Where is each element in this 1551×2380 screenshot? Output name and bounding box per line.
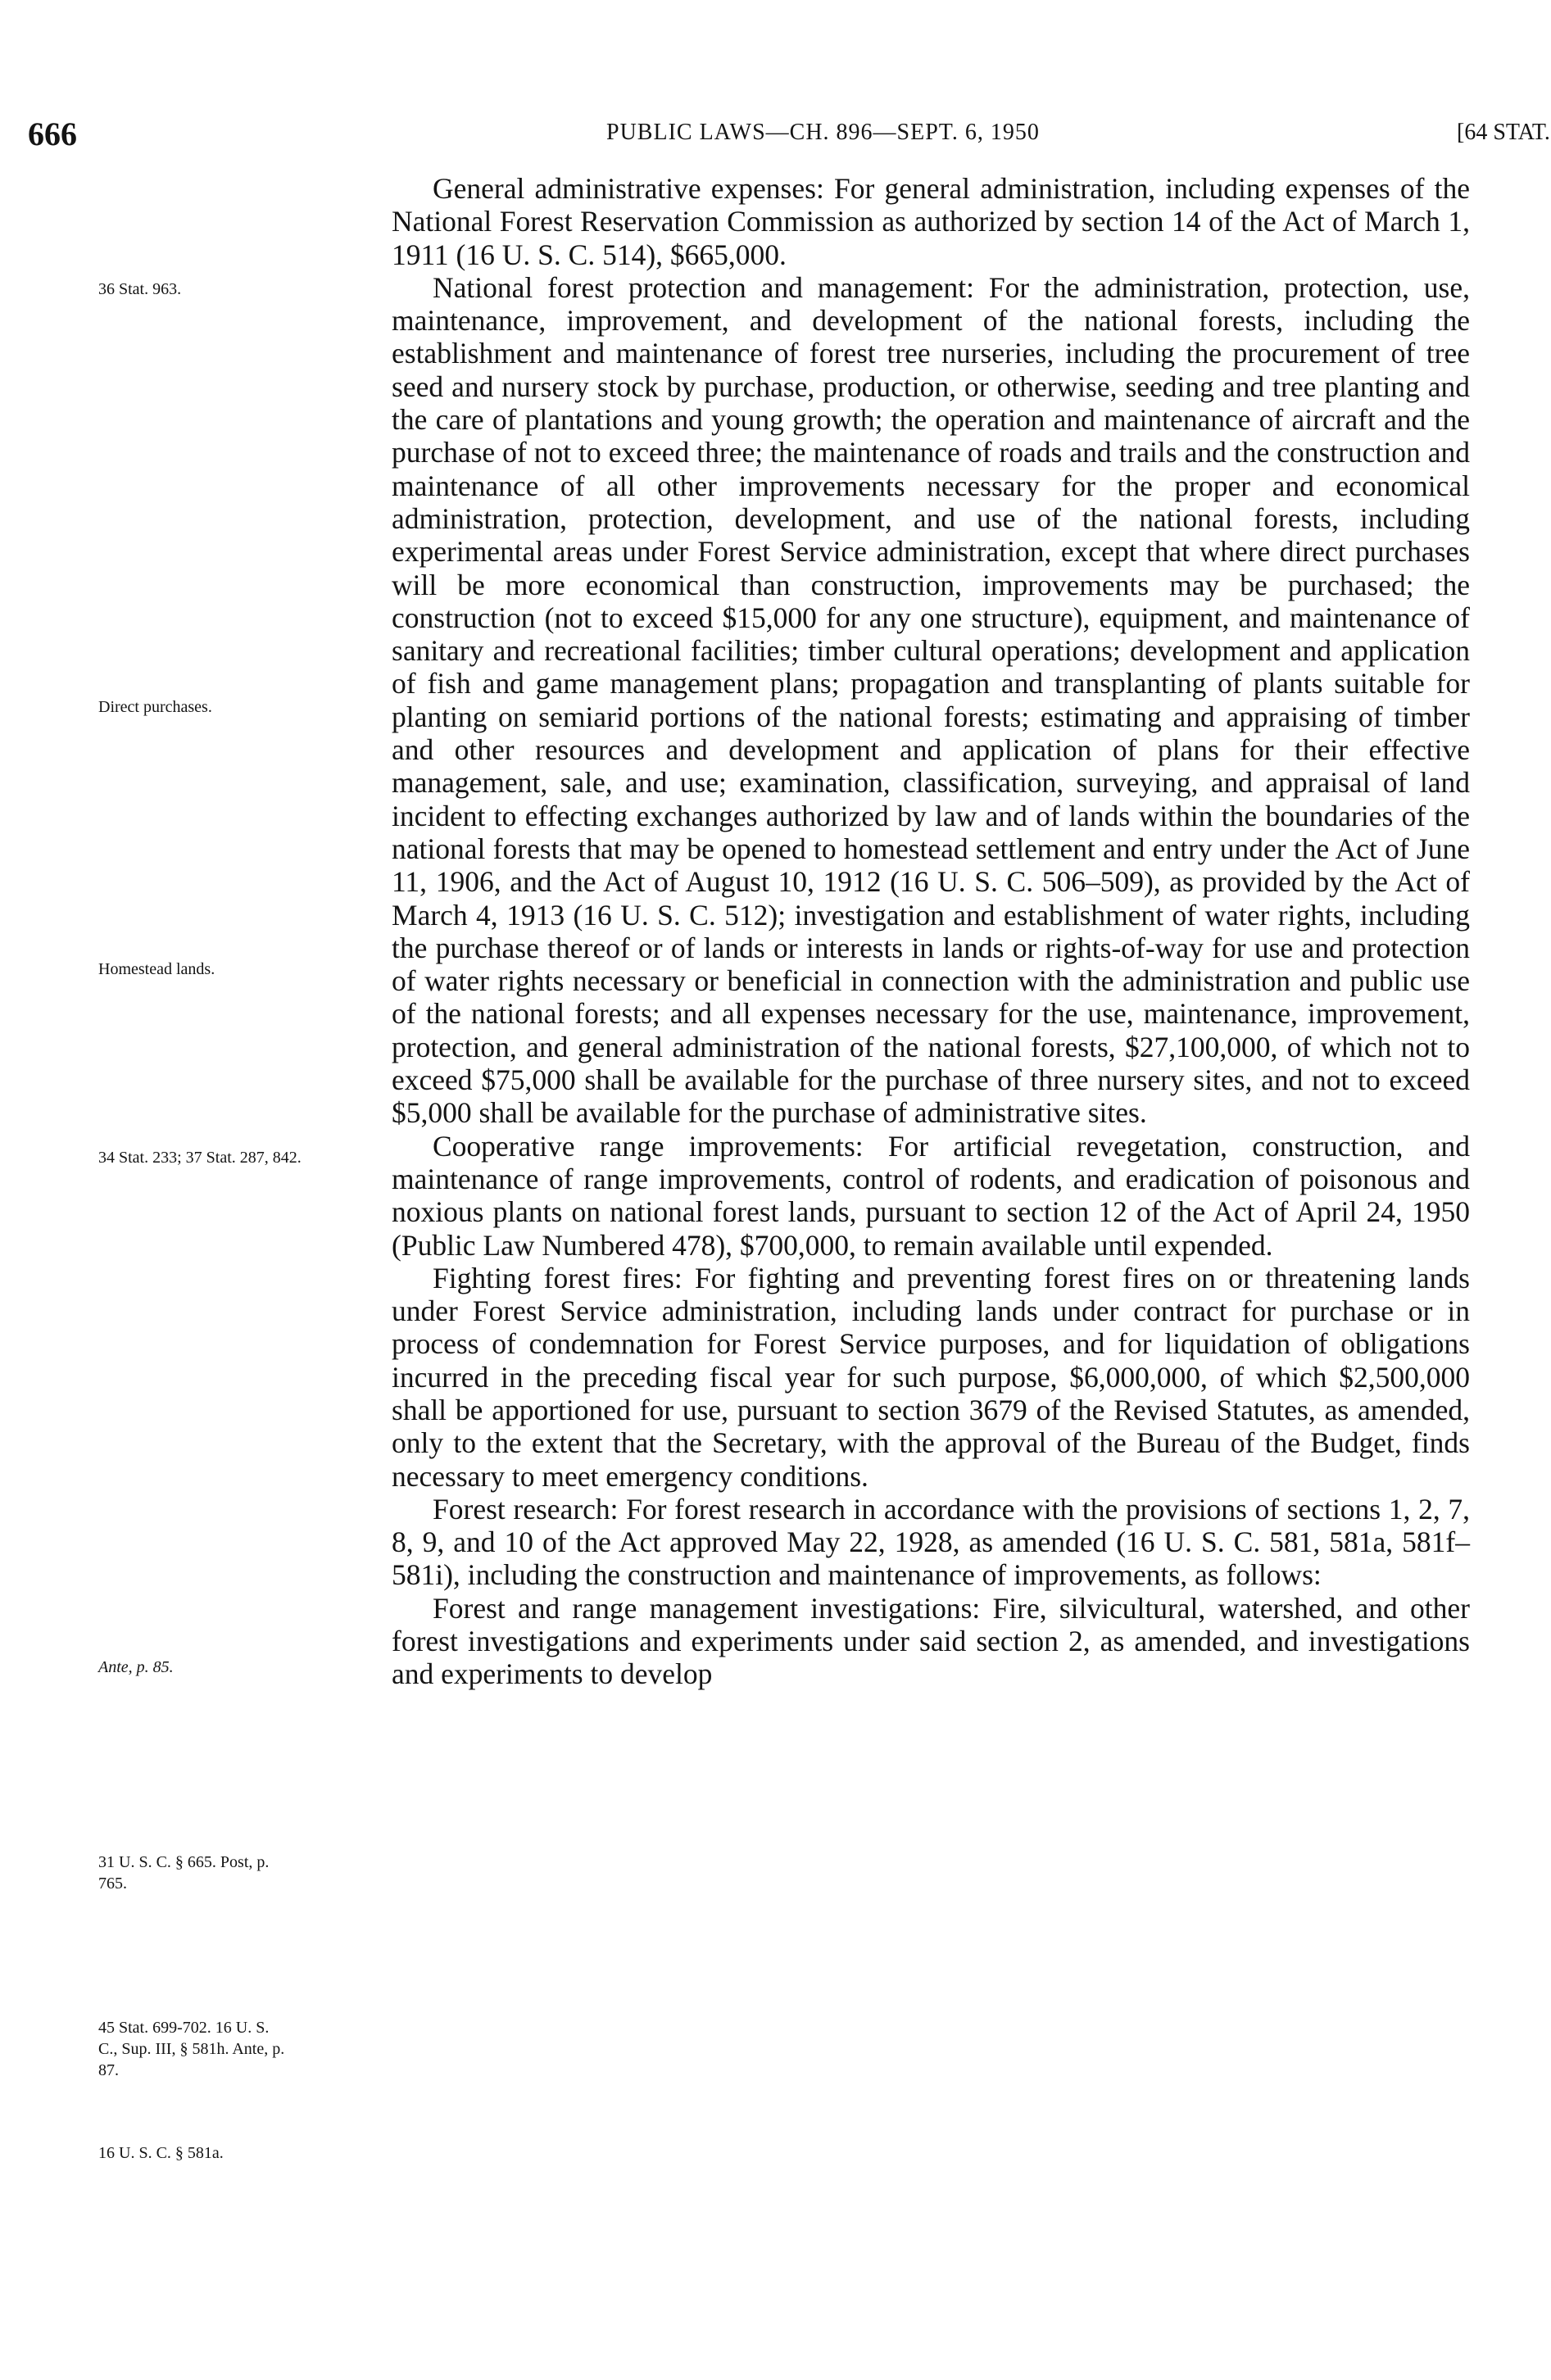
main-text: [392, 172, 1470, 1691]
paragraph-cooperative-range-improvements: Cooperative range improvements: For artificial revegetation, construction, and maintenance of range improvements, control of rodents, and eradication of poisonous and noxious plants on national forest lands, pursuant to section 12 of the Act of April 24, 1950 (Public Law Numbered 478), $700,000, to remain available until expended.: [392, 1129, 1470, 1262]
page-number: 666: [28, 116, 77, 152]
margin-note: Ante, p. 85.: [98, 1658, 174, 1676]
margin-note: Direct purchases.: [98, 698, 212, 716]
margin-note: 16 U. S. C. § 581a.: [98, 2144, 224, 2162]
paragraph-fighting-forest-fires: Fighting forest fires: For fighting and preventing forest fires on or threatening lands under Forest Service administration, including lands under contract for purchase or in process of condemnation for Forest Service purposes, and for liquidation of obligations incurred in the preceding fiscal year for such purpose, $6,000,000, of which $2,500,000 shall be apportioned for use, pursuant to section 3679 of the Revised Statutes, as amended, only to the extent that the Secretary, with the approval of the Bureau of the Budget, finds necessary to meet emergency conditions.: [392, 1261, 1470, 1493]
paragraph-general-administrative-expenses: General administrative expenses: For general administration, including expenses of the National Forest Reservation Commission as authorized by section 14 of the Act of March 1, 1911 (16 U. S. C. 514), $665,000.: [392, 172, 1470, 271]
margin-note: 34 Stat. 233; 37 Stat. 287, 842.: [98, 1149, 302, 1167]
paragraph-forest-research: Forest research: For forest research in accordance with the provisions of sections 1, 2, 7, 8, 9, and 10 of the Act approved May 22, 1928, as amended (16 U. S. C. 581, 581a, 581f–581i), including the construction and maintenance of improvements, as follows:: [392, 1492, 1470, 1592]
paragraph-forest-range-management: Forest and range management investigations: Fire, silvicultural, watershed, and other forest investigations and experiments under said section 2, as amended, and investigations and experiments to develop: [392, 1591, 1470, 1691]
margin-note: 31 U. S. C. § 665. Post, p. 765.: [98, 1853, 270, 1893]
running-head: PUBLIC LAWS—CH. 896—SEPT. 6, 1950: [606, 120, 1040, 145]
paragraph-national-forest-protection: National forest protection and management: For the administration, protection, use, maintenance, improvement, and development of the national forests, including the establishment and maintenance of forest tree nurseries, including the procurement of tree seed and nursery stock by purchase, production, or otherwise, seeding and tree planting and the care of plantations and young growth; the operation and maintenance of aircraft and the purchase of not to exceed three; the maintenance of roads and trails and the construction and maintenance of all other improvements necessary for the proper and economical administration, protection, development, and use of the national forests, including experimental areas under Forest Service administration, except that where direct purchases will be more economical than construction, improvements may be purchased; the construction (not to exceed $15,000 for any one structure), equipment, and maintenance of sanitary and recreational facilities; timber cultural operations; development and application of fish and game management plans; propagation and transplanting of plants suitable for planting on semiarid portions of the national forests; estimating and appraising of timber and other resources and development and application of plans for their effective management, sale, and use; examination, classification, surveying, and appraisal of land incident to effecting exchanges authorized by law and of lands within the boundaries of the national forests that may be opened to homestead settlement and entry under the Act of June 11, 1906, and the Act of August 10, 1912 (16 U. S. C. 506–509), as provided by the Act of March 4, 1913 (16 U. S. C. 512); investigation and establishment of water rights, including the purchase thereof or of lands or interests in lands or rights-of-way for use and protection of water rights necessary or beneficial in connection with the administration and public use of the national forests; and all expenses necessary for the use, maintenance, improvement, protection, and general administration of the national forests, $27,100,000, of which not to exceed $75,000 shall be available for the purchase of three nursery sites, and not to exceed $5,000 shall be available for the purchase of administrative sites.: [392, 270, 1470, 1130]
volume-reference: [64 STAT.: [1457, 120, 1550, 145]
margin-note: Homestead lands.: [98, 960, 215, 978]
margin-note: 36 Stat. 963.: [98, 280, 182, 298]
page-header: [0, 0, 1551, 152]
margin-note: 45 Stat. 699-702. 16 U. S. C., Sup. III, § 581h. Ante, p. 87.: [98, 2019, 285, 2079]
